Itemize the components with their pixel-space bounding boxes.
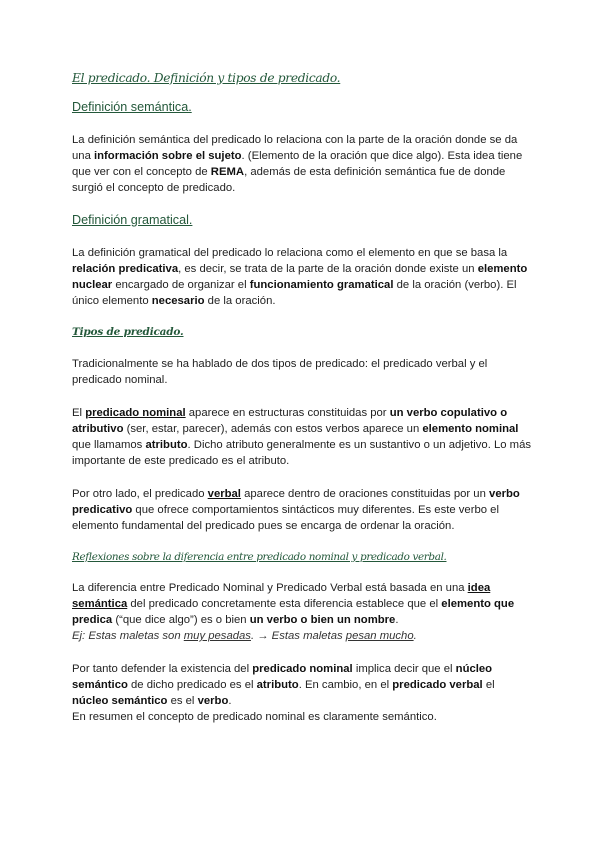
example-sentence: Ej: Estas maletas son muy pesadas. → Estas maletas pesan mucho. [72,630,417,642]
heading-reflections: Reflexiones sobre la diferencia entre predicado nominal y predicado verbal. [72,551,447,563]
paragraph-reflections-conclusion: Por tanto defender la existencia del predicado nominal implica decir que el núcleo semántico de dicho predicado es el atributo. En cambio, en el predicado verbal el núcleo semántico es el verbo. En resumen el concepto de predicado nominal es claramente semántico. [72,663,495,723]
paragraph-types-intro: Tradicionalmente se ha hablado de dos tipos de predicado: el predicado verbal y el predicado nominal. [72,358,488,386]
paragraph-reflections-difference: La diferencia entre Predicado Nominal y Predicado Verbal está basada en una idea semántica del predicado concretamente esta diferencia establece que el elemento que predica (“que dice algo”) es o bien un verbo o bien un nombre. Ej: Estas maletas son muy pesadas. → Estas maletas pesan mucho. [72,582,515,642]
document-body [72,71,532,742]
paragraph-grammatical-definition: La definición gramatical del predicado lo relaciona como el elemento en que se basa la relación predicativa, es decir, se trata de la parte de la oración donde existe un elemento nuclear encargado de organizar el funcionamiento gramatical de la oración (verbo). El único elemento necesario de la oración. [72,247,528,307]
document-title: El predicado. Definición y tipos de predicado. [72,71,341,85]
paragraph-semantic-definition: La definición semántica del predicado lo relaciona con la parte de la oración donde se da una información sobre el sujeto. (Elemento de la oración que dice algo). Esta idea tiene que ver con el concepto de REMA, además de esta definición semántica fue de donde surgió el concepto de predicado. [72,134,523,194]
heading-grammatical-definition: Definición gramatical. [72,213,193,227]
paragraph-nominal-predicate: El predicado nominal aparece en estructuras constituidas por un verbo copulativo o atributivo (ser, estar, parecer), además con estos verbos aparece un elemento nominal que llamamos atributo. Dicho atributo generalmente es un sustantivo o un adjetivo. Lo más importante de este predicado es el atributo. [72,407,532,467]
heading-semantic-definition: Definición semántica. [72,100,192,114]
paragraph-verbal-predicate: Por otro lado, el predicado verbal aparece dentro de oraciones constituidas por un verbo predicativo que ofrece comportamientos sintácticos muy diferentes. Es este verbo el elemento fundamental del predicado pues se encarga de ordenar la oración. [72,488,520,532]
heading-predicate-types: Tipos de predicado. [72,326,184,338]
